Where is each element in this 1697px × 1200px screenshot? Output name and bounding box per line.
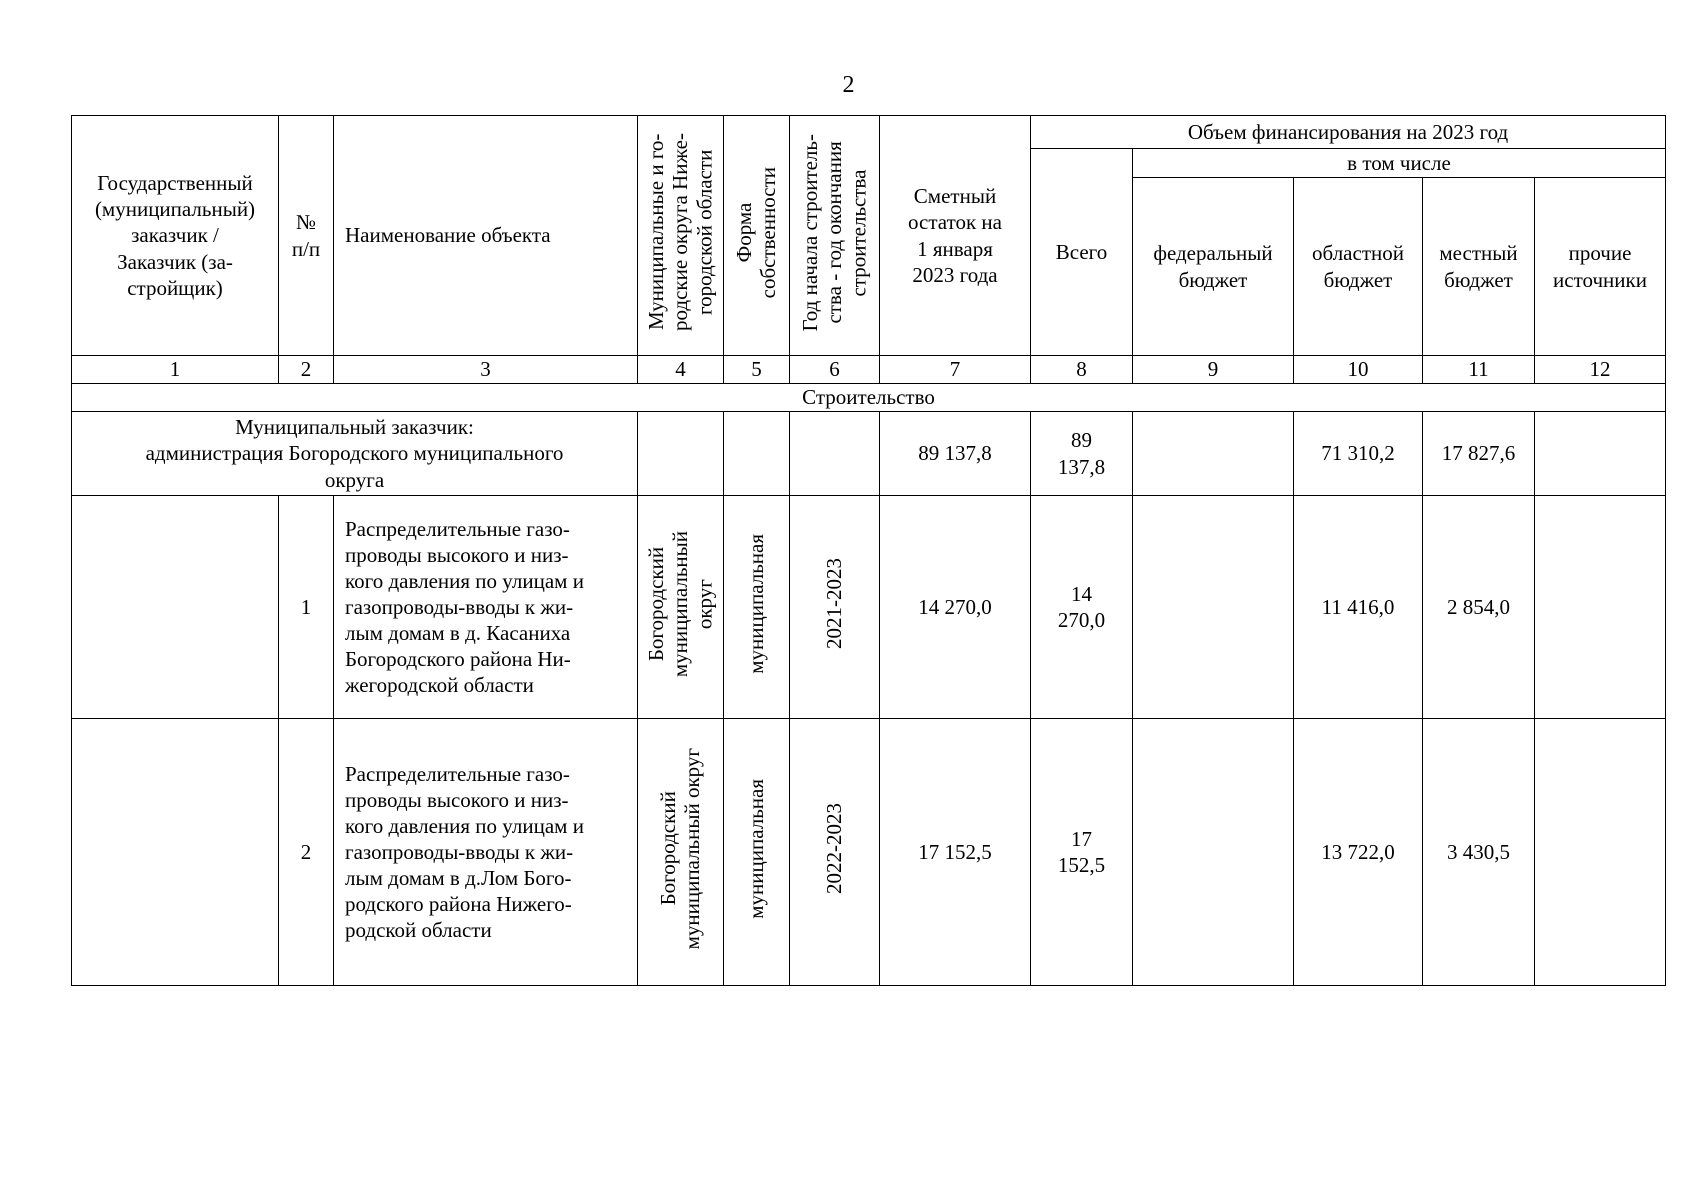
object-municipality: Богородский муниципальный округ [638,496,724,719]
object-years: 2022-2023 [790,719,880,986]
page-number: 2 [842,72,855,98]
customer-years-cell [790,412,880,496]
object-name: Распределительные газо- проводы высокого и низ- кого давления по улицам и газопроводы-вводы к жи- лым домам в д.Лом Бого- родского района Нижего- родской области [334,719,638,986]
object-name: Распределительные газо- проводы высокого и низ- кого давления по улицам и газопроводы-вводы к жи- лым домам в д. Касаниха Богородского района Ни- жегородской области [334,496,638,719]
table-row [72,719,1666,986]
object-number: 2 [279,719,334,986]
customer-estimate: 89 137,8 [880,412,1031,496]
object-ownership: муниципальная [724,719,790,986]
customer-local: 17 827,6 [1423,412,1535,496]
header-municipality: Муниципальные и го- родские округа Ниже- городской области [638,116,724,356]
object-total: 17 152,5 [1031,719,1133,986]
header-federal: федеральный бюджет [1133,178,1294,356]
customer-ownership-cell [724,412,790,496]
table-row [72,496,1666,719]
object-municipality: Богородский муниципальный округ [638,719,724,986]
column-number: 3 [334,356,638,384]
header-other: прочие источники [1535,178,1666,356]
column-number: 7 [880,356,1031,384]
column-number: 5 [724,356,790,384]
header-customer: Государственный (муниципальный) заказчик / Заказчик (за- стройщик) [72,116,279,356]
object-local: 3 430,5 [1423,719,1535,986]
column-number: 1 [72,356,279,384]
customer-municipality-cell [638,412,724,496]
column-number: 11 [1423,356,1535,384]
header-total: Всего [1031,149,1133,356]
column-number: 9 [1133,356,1294,384]
object-total: 14 270,0 [1031,496,1133,719]
object-ownership: муниципальная [724,496,790,719]
header-ownership: Форма собственности [724,116,790,356]
column-number: 2 [279,356,334,384]
financing-table [71,115,1666,986]
header-regional: областной бюджет [1294,178,1423,356]
customer-row [72,412,1666,496]
customer-federal [1133,412,1294,496]
column-number-row [72,356,1666,384]
object-number: 1 [279,496,334,719]
header-estimate: Сметный остаток на 1 января 2023 года [880,116,1031,356]
section-title: Строительство [72,384,1666,412]
header-object-name: Наименование объекта [334,116,638,356]
object-regional: 11 416,0 [1294,496,1423,719]
customer-other [1535,412,1666,496]
object-federal [1133,719,1294,986]
header-financing: Объем финансирования на 2023 год [1031,116,1666,149]
column-number: 6 [790,356,880,384]
customer-name: Муниципальный заказчик: администрация Богородского муниципального округа [72,412,638,496]
header-local: местный бюджет [1423,178,1535,356]
object-estimate: 14 270,0 [880,496,1031,719]
section-row [72,384,1666,412]
customer-total: 89 137,8 [1031,412,1133,496]
object-local: 2 854,0 [1423,496,1535,719]
object-years: 2021-2023 [790,496,880,719]
column-number: 8 [1031,356,1133,384]
object-estimate: 17 152,5 [880,719,1031,986]
object-other [1535,719,1666,986]
header-including: в том числе [1133,149,1666,178]
object-other [1535,496,1666,719]
object-customer-cell [72,496,279,719]
customer-regional: 71 310,2 [1294,412,1423,496]
column-number: 10 [1294,356,1423,384]
column-number: 4 [638,356,724,384]
column-number: 12 [1535,356,1666,384]
header-number: № п/п [279,116,334,356]
object-federal [1133,496,1294,719]
object-regional: 13 722,0 [1294,719,1423,986]
header-years: Год начала строитель- ства - год окончания строительства [790,116,880,356]
object-customer-cell [72,719,279,986]
header-row-1 [72,116,1666,149]
